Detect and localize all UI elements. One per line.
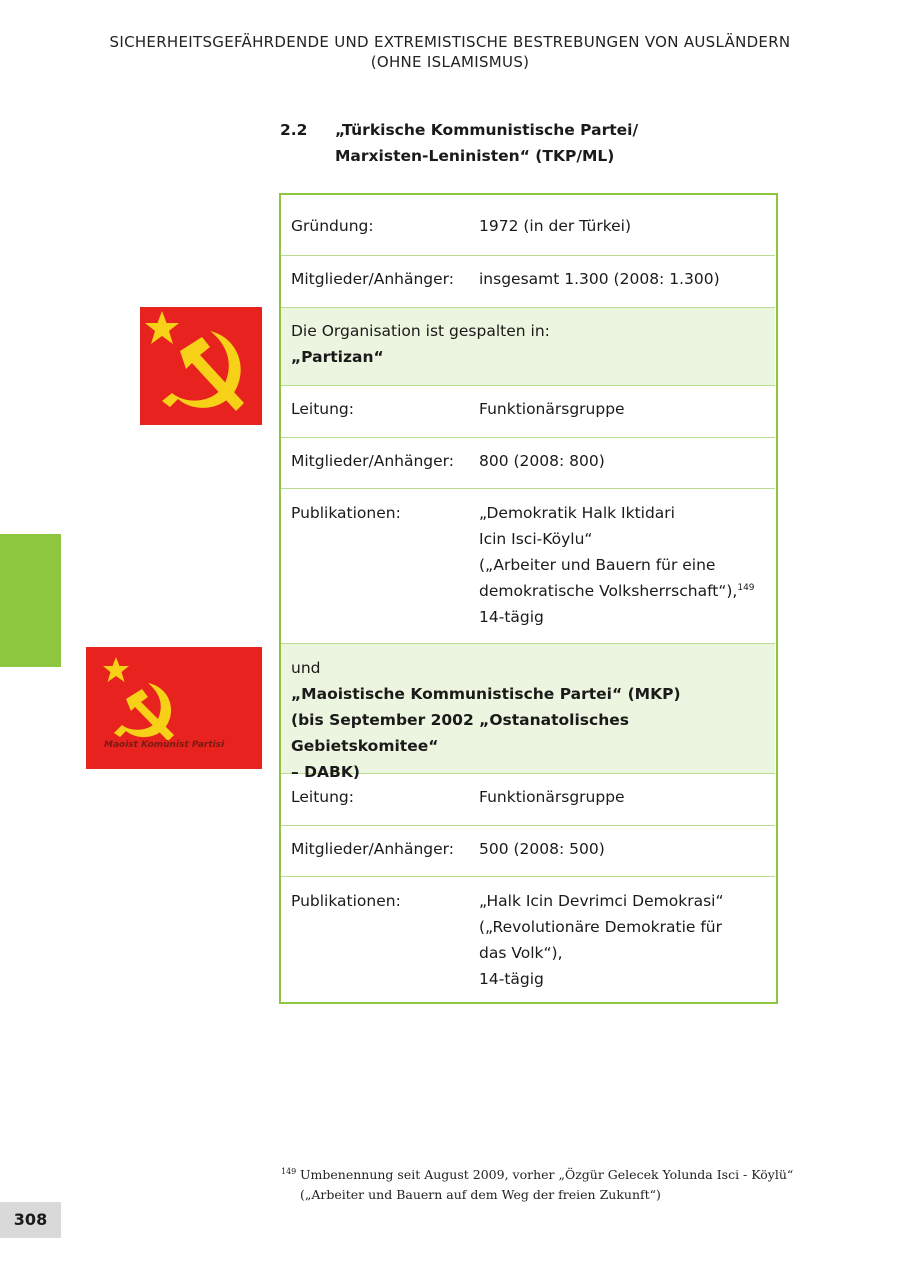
partizan-leadership-label: Leitung:: [291, 400, 354, 418]
members-total-label: Mitglieder/Anhänger:: [291, 270, 454, 288]
mkp-members-value: 500 (2008: 500): [479, 840, 605, 858]
section-title-line2: Marxisten-Leninisten“ (TKP/ML): [335, 147, 615, 165]
partizan-publications-value: [479, 500, 769, 630]
publication-line: („Revolutionäre Demokratie für: [479, 918, 723, 936]
table-row: [281, 438, 775, 489]
publication-line-text: demokratische Volksherrschaft“),: [479, 582, 738, 600]
table-row: [281, 308, 775, 386]
footnote-line2: („Arbeiter und Bauern auf dem Weg der freien Zukunft“): [300, 1187, 661, 1202]
mkp-flag-text: Maoist Komünist Partisi: [104, 740, 225, 750]
publication-line: das Volk“),: [479, 944, 563, 962]
mkp-former-abbr: – DABK): [291, 763, 360, 781]
partizan-flag-image: [140, 307, 262, 425]
section-number: 2.2: [280, 121, 308, 139]
founding-label: Gründung:: [291, 217, 374, 235]
table-row: [281, 826, 775, 877]
mkp-flag-image: [86, 647, 262, 769]
mkp-publications-label: Publikationen:: [291, 892, 401, 910]
table-row: [281, 644, 775, 781]
running-head-line2: (OHNE ISLAMISMUS): [370, 53, 530, 71]
table-row: [281, 489, 775, 644]
partizan-name: „Partizan“: [291, 348, 384, 366]
running-head-line1: SICHERHEITSGEFÄHRDENDE UND EXTREMISTISCHE BESTREBUNGEN VON AUSLÄNDERN: [109, 33, 791, 51]
footnote-reference[interactable]: 149: [737, 583, 755, 593]
split-text: Die Organisation ist gespalten in:: [291, 322, 550, 340]
mkp-leadership-value: Funktionärsgruppe: [479, 788, 625, 806]
mkp-leadership-label: Leitung:: [291, 788, 354, 806]
table-row: [281, 774, 775, 826]
section-title: [335, 117, 735, 169]
footnote-number: 149: [281, 1167, 297, 1176]
chapter-tab: [0, 534, 61, 667]
partizan-leadership-value: Funktionärsgruppe: [479, 400, 625, 418]
partizan-members-value: 800 (2008: 800): [479, 452, 605, 470]
publication-frequency: 14-tägig: [479, 970, 544, 988]
section-title-line1: „Türkische Kommunistische Partei/: [335, 121, 639, 139]
publication-line: („Arbeiter und Bauern für eine: [479, 556, 716, 574]
mkp-connector: und: [291, 659, 321, 677]
table-row: [281, 256, 775, 308]
publication-line: „Halk Icin Devrimci Demokrasi“: [479, 892, 724, 910]
founding-value: 1972 (in der Türkei): [479, 217, 632, 235]
running-head: [0, 32, 900, 72]
partizan-members-label: Mitglieder/Anhänger:: [291, 452, 454, 470]
mkp-members-label: Mitglieder/Anhänger:: [291, 840, 454, 858]
publication-frequency: 14-tägig: [479, 608, 544, 626]
table-row: [281, 877, 775, 1001]
organization-info-table: [279, 193, 778, 1004]
footnote-line1: Umbenennung seit August 2009, vorher „Özgür Gelecek Yolunda Isci - Köylü“: [300, 1167, 794, 1182]
partizan-publications-label: Publikationen:: [291, 504, 401, 522]
table-row: [281, 386, 775, 438]
publication-line: [479, 578, 769, 604]
publication-line: „Demokratik Halk Iktidari: [479, 504, 675, 522]
mkp-publications-value: [479, 888, 769, 992]
publication-line: Icin Isci-Köylu“: [479, 530, 593, 548]
mkp-former-name: (bis September 2002 „Ostanatolisches Gebietskomitee“: [291, 711, 629, 755]
page-number: 308: [0, 1202, 61, 1238]
members-total-value: insgesamt 1.300 (2008: 1.300): [479, 270, 720, 288]
mkp-name: „Maoistische Kommunistische Partei“ (MKP): [291, 685, 681, 703]
table-row: [281, 195, 775, 256]
